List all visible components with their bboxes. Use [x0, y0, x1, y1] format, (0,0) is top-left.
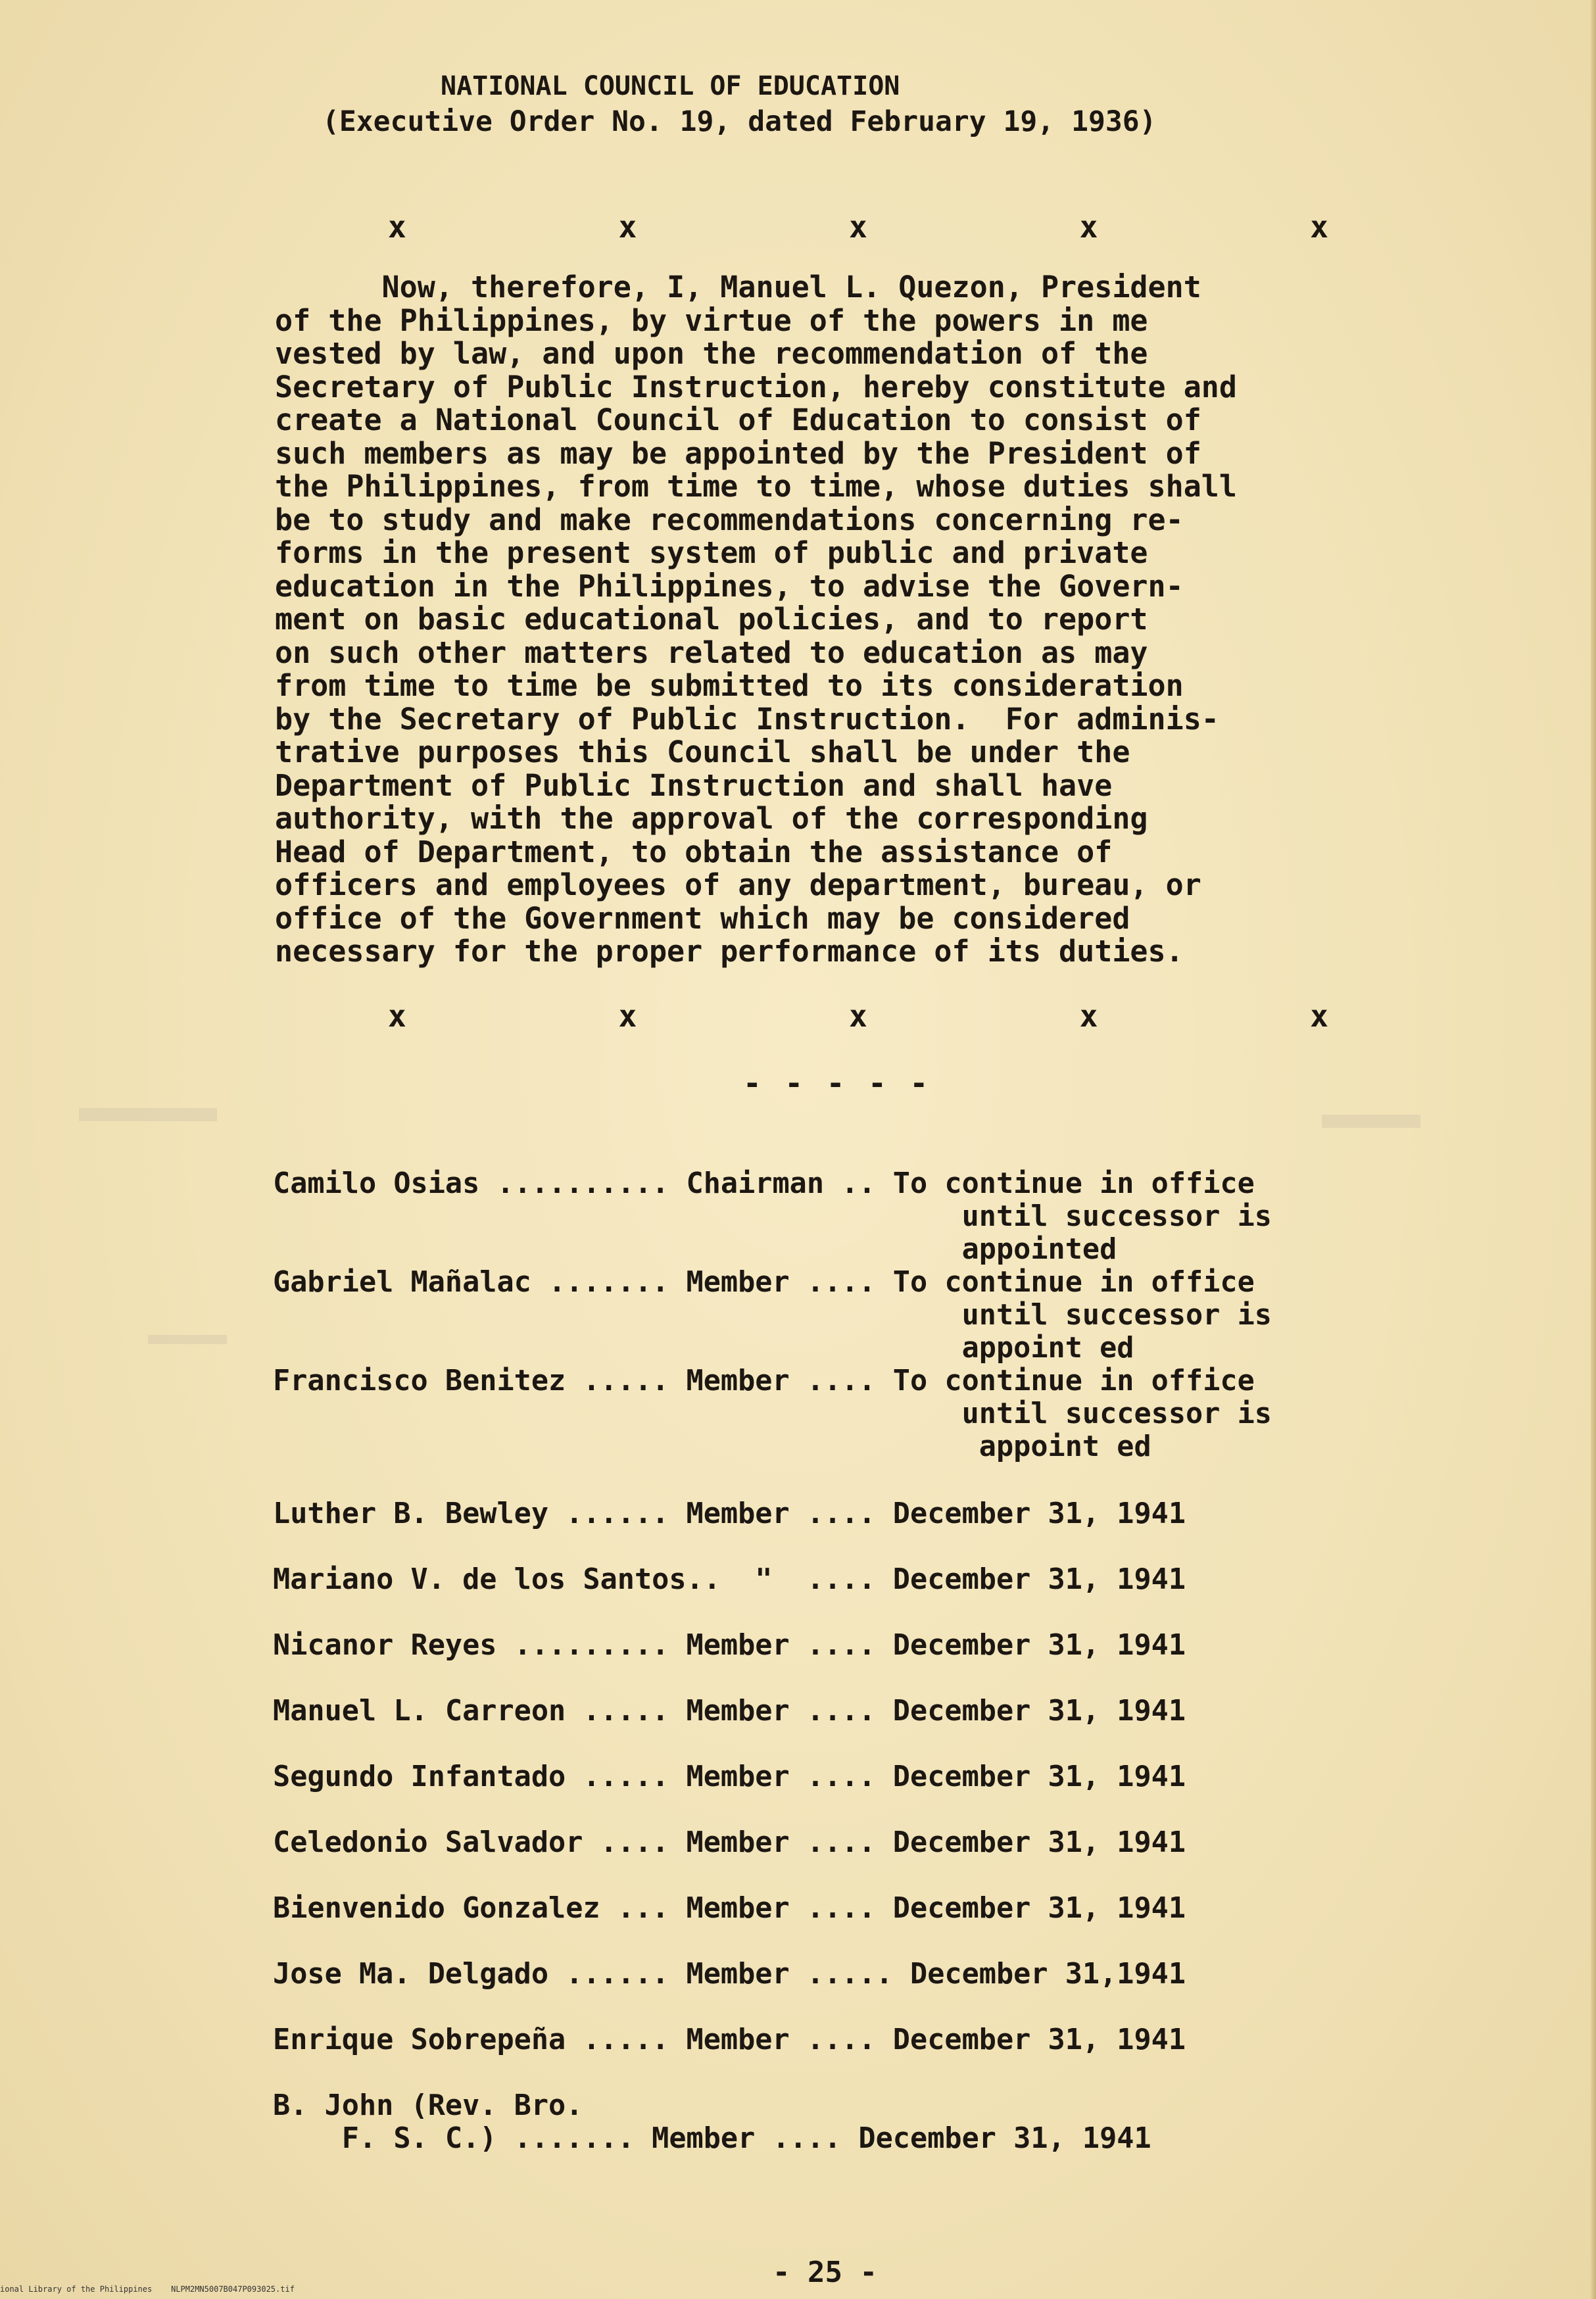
member-entry — [273, 1958, 1186, 1991]
member-entry — [273, 1826, 1186, 1859]
paragraph-line: ment on basic educational policies, and to report — [275, 602, 1148, 637]
separator-mark: x — [849, 998, 867, 1034]
separator-mark: x — [1079, 209, 1098, 245]
paragraph-line: on such other matters related to education as may — [275, 635, 1148, 670]
paragraph-line: authority, with the approval of the corresponding — [275, 801, 1148, 836]
page-number: - 25 - — [773, 2256, 877, 2289]
separator-mark: x — [849, 209, 867, 245]
member-line: B. John (Rev. Bro. — [273, 2089, 583, 2122]
bleed-through-smudge — [148, 1335, 227, 1344]
member-entry — [273, 1365, 1272, 1463]
member-line: appoint ed — [273, 1332, 1134, 1365]
member-line: Jose Ma. Delgado ...... Member ..... December 31,1941 — [273, 1958, 1186, 1991]
member-line: Luther B. Bewley ...... Member .... December 31, 1941 — [273, 1497, 1186, 1530]
member-line: Segundo Infantado ..... Member .... December 31, 1941 — [273, 1760, 1186, 1793]
paragraph-line: necessary for the proper performance of its duties. — [275, 934, 1184, 969]
member-line: Nicanor Reyes ......... Member .... December 31, 1941 — [273, 1629, 1186, 1662]
paragraph-line: forms in the present system of public and private — [275, 535, 1148, 570]
paragraph-line: office of the Government which may be considered — [275, 900, 1130, 936]
member-line: Bienvenido Gonzalez ... Member .... December 31, 1941 — [273, 1892, 1186, 1925]
paragraph-line: of the Philippines, by virtue of the powers in me — [275, 302, 1148, 338]
order-paragraph — [275, 271, 1237, 969]
member-entry — [273, 1563, 1186, 1596]
member-line: appointed — [273, 1233, 1117, 1266]
paragraph-line: officers and employees of any department, bureau, or — [275, 867, 1201, 902]
member-line: appoint ed — [273, 1430, 1151, 1463]
member-line: until successor is — [273, 1397, 1272, 1430]
member-line: Celedonio Salvador .... Member .... December 31, 1941 — [273, 1826, 1186, 1859]
member-entry — [273, 1497, 1186, 1530]
paragraph-line: Now, therefore, I, Manuel L. Quezon, President — [275, 270, 1201, 304]
page-edge — [1591, 0, 1596, 2299]
member-line: until successor is — [273, 1299, 1272, 1332]
separator-mark: x — [388, 998, 406, 1034]
paragraph-line: be to study and make recommendations concerning re- — [275, 502, 1184, 537]
member-entry — [273, 1167, 1272, 1266]
member-entry — [273, 1892, 1186, 1925]
document-title: NATIONAL COUNCIL OF EDUCATION — [441, 71, 900, 101]
paragraph-line: vested by law, and upon the recommendation of the — [275, 336, 1148, 371]
archive-footer: ional Library of the Philippines NLPM2MN5007B047P093025.tif — [0, 2285, 295, 2294]
member-line: F. S. C.) ....... Member .... December 31, 1941 — [273, 2122, 1151, 2155]
member-line: Camilo Osias .......... Chairman .. To continue in office — [273, 1167, 1255, 1200]
member-line: Enrique Sobrepeña ..... Member .... December 31, 1941 — [273, 2023, 1186, 2056]
member-line: Francisco Benitez ..... Member .... To continue in office — [273, 1365, 1255, 1397]
document-subtitle: (Executive Order No. 19, dated February 19, 1936) — [322, 105, 1157, 138]
paragraph-line: Head of Department, to obtain the assistance of — [275, 834, 1113, 869]
member-line: until successor is — [273, 1200, 1272, 1233]
paragraph-line: education in the Philippines, to advise the Govern- — [275, 568, 1184, 604]
bleed-through-smudge — [79, 1108, 217, 1121]
member-entry — [273, 1629, 1186, 1662]
separator-mark: x — [1310, 998, 1328, 1034]
separator-mark: x — [618, 998, 637, 1034]
separator-mark: x — [618, 209, 637, 245]
member-entry — [273, 2089, 1151, 2155]
paragraph-line: such members as may be appointed by the President of — [275, 435, 1201, 471]
separator-row-bottom — [388, 998, 1328, 1034]
separator-row-top — [388, 209, 1328, 245]
bleed-through-smudge — [1322, 1115, 1420, 1128]
section-divider: - - - - - — [743, 1065, 931, 1101]
separator-mark: x — [1079, 998, 1098, 1034]
member-entry — [273, 2023, 1186, 2056]
member-line: Mariano V. de los Santos.. " .... December 31, 1941 — [273, 1563, 1186, 1596]
separator-mark: x — [1310, 209, 1328, 245]
paragraph-line: by the Secretary of Public Instruction. For adminis- — [275, 701, 1219, 737]
paragraph-line: the Philippines, from time to time, whose duties shall — [275, 469, 1237, 504]
paragraph-line: Department of Public Instruction and shall have — [275, 767, 1113, 803]
member-entry — [273, 1266, 1272, 1365]
paragraph-line: Secretary of Public Instruction, hereby constitute and — [275, 369, 1237, 404]
member-entry — [273, 1695, 1186, 1728]
member-entry — [273, 1760, 1186, 1793]
paragraph-line: create a National Council of Education to consist of — [275, 402, 1201, 437]
member-line: Manuel L. Carreon ..... Member .... December 31, 1941 — [273, 1695, 1186, 1728]
separator-mark: x — [388, 209, 406, 245]
member-line: Gabriel Mañalac ....... Member .... To continue in office — [273, 1266, 1255, 1299]
paragraph-line: trative purposes this Council shall be under the — [275, 735, 1130, 769]
paragraph-line: from time to time be submitted to its consideration — [275, 668, 1184, 703]
